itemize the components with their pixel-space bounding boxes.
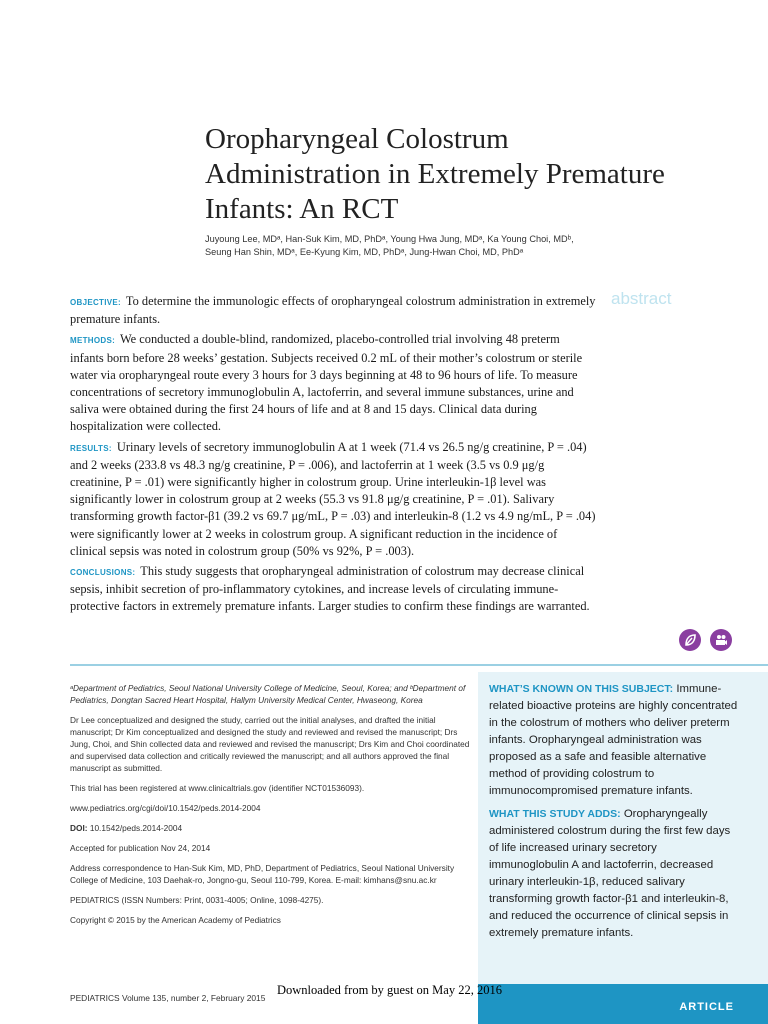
video-icon[interactable] (710, 629, 732, 651)
what-this-adds (489, 806, 739, 942)
section-label: CONCLUSIONS: (70, 568, 136, 578)
section-text: To determine the immunologic effects of oropharyngeal colostrum administration in extremely premature infants. (70, 294, 596, 327)
author-line: Seung Han Shin, MDᵃ, Ee-Kyung Kim, MD, PhDᵃ, Jung-Hwan Choi, MD, PhDᵃ (205, 247, 524, 257)
doi-line (70, 822, 470, 834)
summary-box-text (489, 681, 739, 948)
section-label: OBJECTIVE: (70, 298, 122, 307)
copyright-line: Copyright © 2015 by the American Academy of Pediatrics (70, 915, 281, 925)
affiliations: ᵃDepartment of Pediatrics, Seoul National University College of Medicine, Seoul, Korea; and ᵇDepartment of Pediatrics, Dongtan Sacred Heart Hospital, Hallym University Medical Center, Hwaseong, Korea (70, 683, 466, 705)
leaf-icon[interactable] (679, 629, 701, 651)
abstract-heading: abstract (611, 289, 672, 308)
download-watermark: Downloaded from by guest on May 22, 2016 (277, 983, 502, 997)
doi-value[interactable]: 10.1542/peds.2014-2004 (89, 823, 183, 833)
section-label: RESULTS: (70, 443, 112, 453)
whats-known-text: Immune-related bioactive proteins are highly concentrated in the colostrum of mothers who deliver preterm infants. Oropharyngeal administration was proposed as a safe and feasible alternative method of providing colostrum to immunocompromised premature infants. (489, 683, 738, 797)
article-notes (70, 682, 470, 934)
what-this-adds-text: Oropharyngeally administered colostrum during the first few days of life increased urinary secretory immunoglobulin A and lactoferrin, decreased urinary interleukin-1β, reduced salivary transforming growth factor-β1 and interleukin-8, and reduced the occurrence of clinical sepsis in extremely premature infants. (489, 808, 731, 939)
section-label: METHODS: (70, 336, 116, 346)
what-this-adds-label: WHAT THIS STUDY ADDS: (489, 808, 621, 820)
author-line: Juyoung Lee, MDᵃ, Han-Suk Kim, MD, PhDᵃ, Young Hwa Jung, MDᵃ, Ka Young Choi, MDᵇ, (205, 234, 574, 244)
trial-registration: This trial has been registered at www.clinicaltrials.gov (identifier NCT01536093). (70, 783, 365, 793)
abstract-objective (70, 293, 596, 328)
abstract-body (70, 293, 596, 619)
abstract-methods (70, 331, 596, 435)
section-text: This study suggests that oropharyngeal administration of colostrum may decrease clinical sepsis, inhibit secretion of pro-inflammatory cytokines, and increase levels of circulating immune-protective factors in extremely premature infants. Larger studies to confirm these findings are warranted. (70, 564, 590, 614)
article-type-label: ARTICLE (679, 1001, 734, 1013)
section-divider (70, 664, 768, 666)
accepted-date: Accepted for publication Nov 24, 2014 (70, 843, 211, 853)
leaf-icon-glyph (683, 633, 697, 647)
journal-footer: PEDIATRICS Volume 135, number 2, February 2015 (70, 993, 266, 1003)
article-url[interactable]: www.pediatrics.org/cgi/doi/10.1542/peds.2014-2004 (70, 803, 261, 813)
correspondence-address: Address correspondence to Han-Suk Kim, MD, PhD, Department of Pediatrics, Seoul National University College of Medicine, 103 Daehak-ro, Jongno-gu, Seoul 110-799, Korea. E-mail: kimhans@snu.ac.kr (70, 863, 455, 885)
whats-known-label: WHAT’S KNOWN ON THIS SUBJECT: (489, 683, 674, 695)
whats-known (489, 681, 739, 800)
author-list (205, 233, 625, 259)
contributors-statement: Dr Lee conceptualized and designed the study, carried out the initial analyses, and drafted the initial manuscript; Dr Kim conceptualized and designed the study and reviewed and revised the manuscript; Drs Jung, Choi, and Shin collected data and reviewed and revised the manuscript; Drs Kim and Choi coordinated and supervised data collection and critically reviewed the manuscript; and all authors approved the final manuscript as submitted. (70, 715, 470, 773)
section-text: Urinary levels of secretory immunoglobulin A at 1 week (71.4 vs 26.5 ng/g creatinine, P = .04) and 2 weeks (233.8 vs 48.3 ng/g creatinine, P = .006), and lactoferrin at 1 week (3.5 vs 0.9 μg/g creatinine, P = .01) were significantly higher in colostrum group. Urine interleukin-1β level was significantly lower in colostrum group at 2 weeks (55.3 vs 91.8 μg/g creatinine, P = .01). Salivary transforming growth factor-β1 (39.2 vs 69.7 μg/mL, P = .03) and interleukin-8 (1.2 vs 4.9 ng/mL, P = .04) were significantly lower at 2 weeks in colostrum group. A significant reduction in the incidence of clinical sepsis was noted in colostrum group (50% vs 92%, P = .003). (70, 439, 596, 558)
abstract-results (70, 439, 596, 560)
doi-label: DOI: (70, 823, 88, 833)
article-title: Oropharyngeal Colostrum Administration in Extremely Premature Infants: An RCT (205, 123, 665, 225)
issn-line: PEDIATRICS (ISSN Numbers: Print, 0031-4005; Online, 1098-4275). (70, 895, 324, 905)
abstract-conclusions (70, 563, 596, 616)
section-text: We conducted a double-blind, randomized, placebo-controlled trial involving 48 preterm infants born before 28 weeks’ gestation. Subjects received 0.2 mL of their mother’s colostrum or sterile water via oropharyngeal route every 3 hours for 3 days beginning at 48 to 96 hours of life. To measure concentrations of secretory immunoglobulin A, lactoferrin, and several immune substances, urine and saliva were obtained during the first 24 hours of life and at 8 and 15 days. Clinical data during hospitalization were collected. (70, 332, 583, 434)
video-icon-glyph (714, 633, 728, 647)
